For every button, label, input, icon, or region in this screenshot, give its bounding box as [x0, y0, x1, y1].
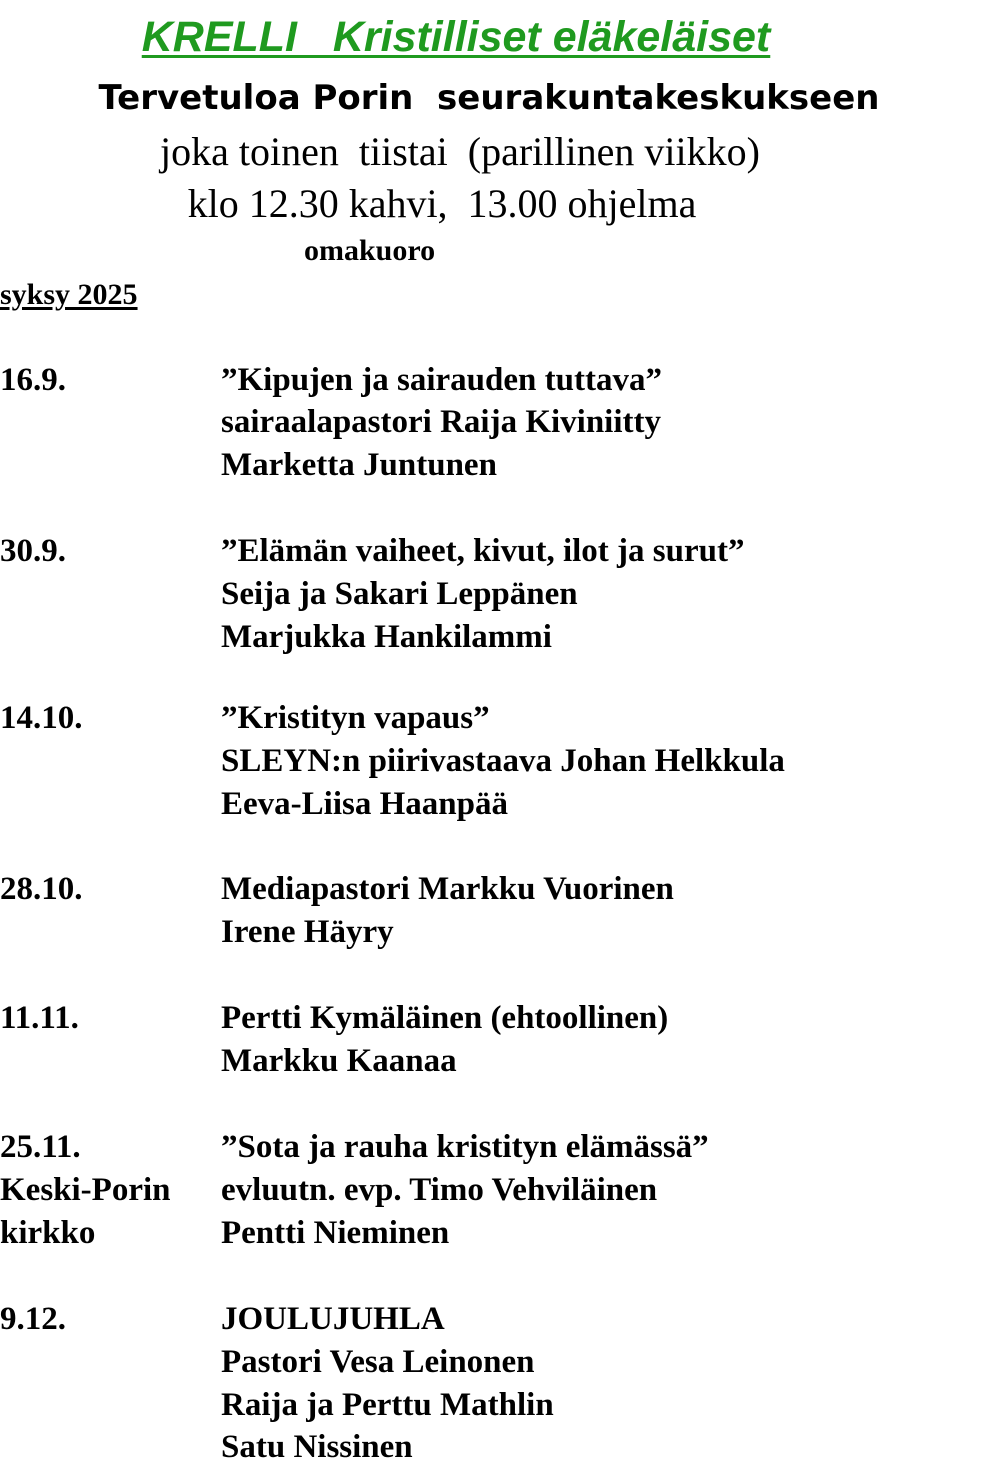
event-date: 28.10. [0, 871, 83, 907]
event-host: Raija ja Perttu Mathlin [221, 1387, 554, 1423]
event-date: 30.9. [0, 533, 66, 569]
page-title: KRELLI Kristilliset eläkeläiset [141, 13, 771, 61]
event-host: Markku Kaanaa [221, 1043, 457, 1079]
event-host: Marjukka Hankilammi [221, 619, 552, 655]
event-speaker: evluutn. evp. Timo Vehviläinen [221, 1172, 658, 1208]
event-speaker: Pertti Kymäläinen (ehtoollinen) [221, 1000, 669, 1036]
event-host: Eeva-Liisa Haanpää [221, 786, 508, 822]
event-host: Irene Häyry [221, 914, 394, 950]
event-speaker: Pastori Vesa Leinonen [221, 1344, 535, 1380]
event-date: 25.11. [0, 1129, 81, 1165]
welcome-heading: Tervetuloa Porin seurakuntakeskukseen [98, 78, 880, 118]
schedule-time-line: klo 12.30 kahvi, 13.00 ohjelma [187, 181, 697, 226]
choir-note: omakuoro [304, 234, 436, 267]
event-topic: ”Sota ja rauha kristityn elämässä” [221, 1129, 709, 1165]
event-topic: ”Kipujen ja sairauden tuttava” [221, 362, 662, 398]
event-host: Pentti Nieminen [221, 1215, 450, 1251]
event-date: 9.12. [0, 1301, 66, 1337]
event-speaker: SLEYN:n piirivastaava Johan Helkkula [221, 743, 785, 779]
event-location: Keski-Porin [0, 1172, 171, 1208]
event-topic: ”Kristityn vapaus” [221, 700, 490, 736]
season-label: syksy 2025 [0, 278, 138, 311]
event-speaker: Seija ja Sakari Leppänen [221, 576, 578, 612]
event-topic: ”Elämän vaiheet, kivut, ilot ja surut” [221, 533, 745, 569]
schedule-day-line: joka toinen tiistai (parillinen viikko) [160, 129, 760, 174]
event-host: Marketta Juntunen [221, 447, 497, 483]
event-date: 16.9. [0, 362, 66, 398]
event-speaker: Mediapastori Markku Vuorinen [221, 871, 674, 907]
event-topic: JOULUJUHLA [221, 1301, 445, 1337]
event-location: kirkko [0, 1215, 96, 1251]
event-date: 11.11. [0, 1000, 79, 1036]
event-host: Satu Nissinen [221, 1429, 413, 1465]
event-date: 14.10. [0, 700, 83, 736]
event-speaker: sairaalapastori Raija Kiviniitty [221, 404, 661, 440]
